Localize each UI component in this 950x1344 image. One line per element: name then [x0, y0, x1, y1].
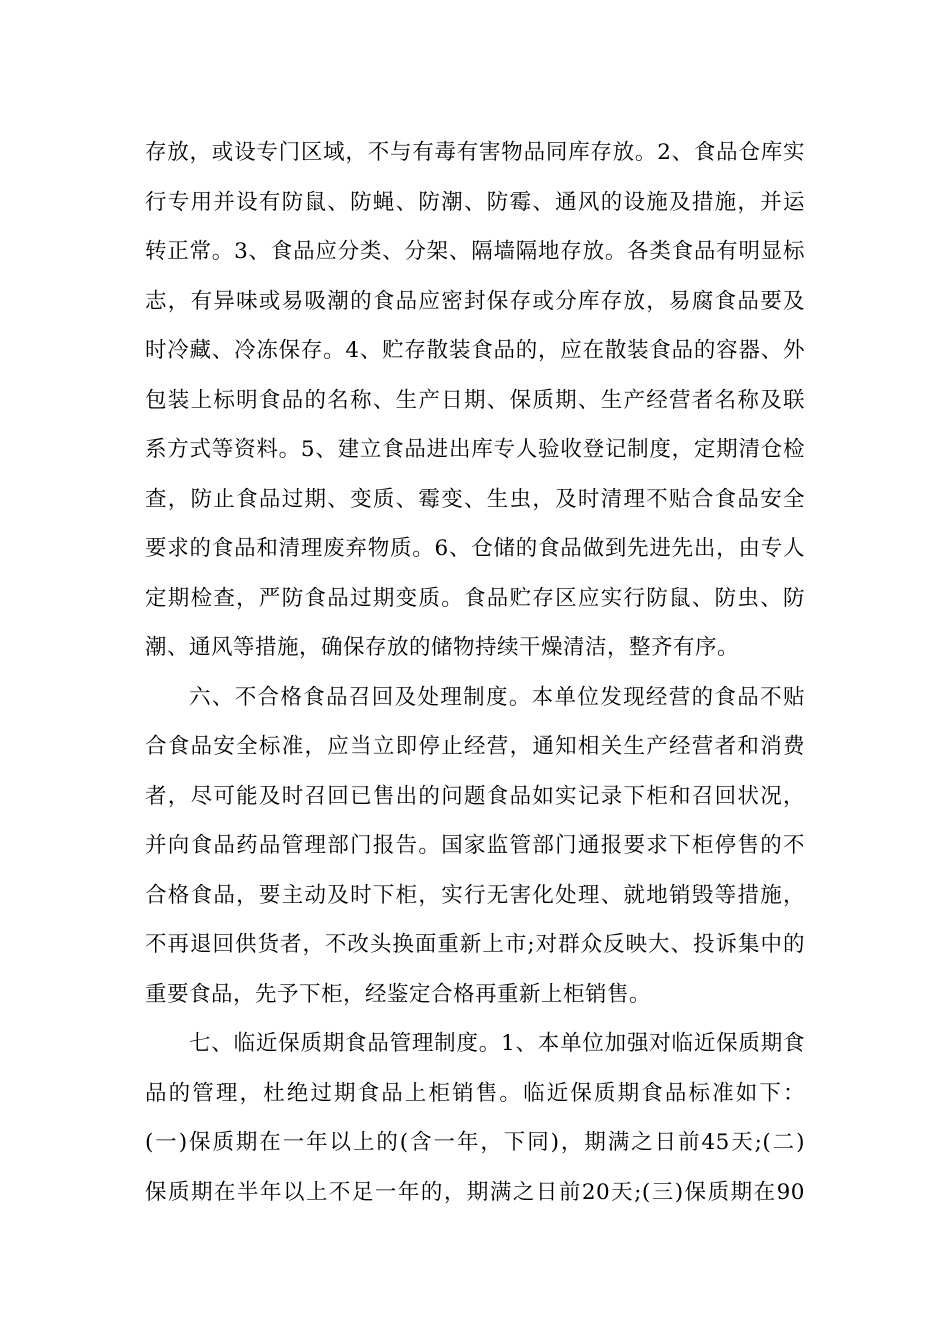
text-line: 定期检查，严防食品过期变质。食品贮存区应实行防鼠、防虫、防	[145, 585, 805, 611]
paragraph-first-line: 七、临近保质期食品管理制度。1、本单位加强对临近保质期食	[189, 1031, 805, 1056]
text-line: 存放，或设专门区域，不与有毒有害物品同库存放。2、食品仓库实	[145, 140, 805, 165]
text-line: 者，尽可能及时召回已售出的问题食品如实记录下柜和召回状况，	[145, 783, 805, 809]
text-line: 系方式等资料。5、建立食品进出库专人验收登记制度，定期清仓检	[145, 437, 805, 462]
text-line: 包装上标明食品的名称、生产日期、保质期、生产经营者名称及联	[145, 387, 805, 413]
paragraph-first-line: 六、不合格食品召回及处理制度。本单位发现经营的食品不贴	[189, 684, 805, 710]
text-line: 合格食品，要主动及时下柜，实行无害化处理、就地销毁等措施，	[145, 882, 805, 908]
text-line: 重要食品，先予下柜，经鉴定合格再重新上柜销售。	[145, 981, 652, 1007]
text-line: 不再退回供货者，不改头换面重新上市;对群众反映大、投诉集中的	[145, 932, 805, 957]
text-line: 志，有异味或易吸潮的食品应密封保存或分库存放，易腐食品要及	[145, 288, 805, 314]
text-line: 并向食品药品管理部门报告。国家监管部门通报要求下柜停售的不	[145, 833, 805, 858]
text-line: 保质期在半年以上不足一年的，期满之日前20天;(三)保质期在90	[145, 1179, 805, 1205]
text-line: (一)保质期在一年以上的(含一年，下同)，期满之日前45天;(二)	[145, 1130, 805, 1155]
text-line: 查，防止食品过期、变质、霉变、生虫，及时清理不贴合食品安全	[145, 486, 805, 512]
document-body	[145, 128, 805, 1217]
text-line: 潮、通风等措施，确保存放的储物持续干燥清洁，整齐有序。	[145, 635, 740, 660]
text-line: 要求的食品和清理废弃物质。6、仓储的食品做到先进先出，由专人	[145, 536, 805, 561]
text-line: 转正常。3、食品应分类、分架、隔墙隔地存放。各类食品有明显标	[145, 239, 805, 264]
text-line: 品的管理，杜绝过期食品上柜销售。临近保质期食品标准如下：	[145, 1080, 805, 1106]
text-line: 行专用并设有防鼠、防蝇、防潮、防霉、通风的设施及措施，并运	[145, 189, 805, 215]
text-line: 合食品安全标准，应当立即停止经营，通知相关生产经营者和消费	[145, 734, 805, 759]
text-line: 时冷藏、冷冻保存。4、贮存散装食品的，应在散装食品的容器、外	[145, 338, 805, 363]
